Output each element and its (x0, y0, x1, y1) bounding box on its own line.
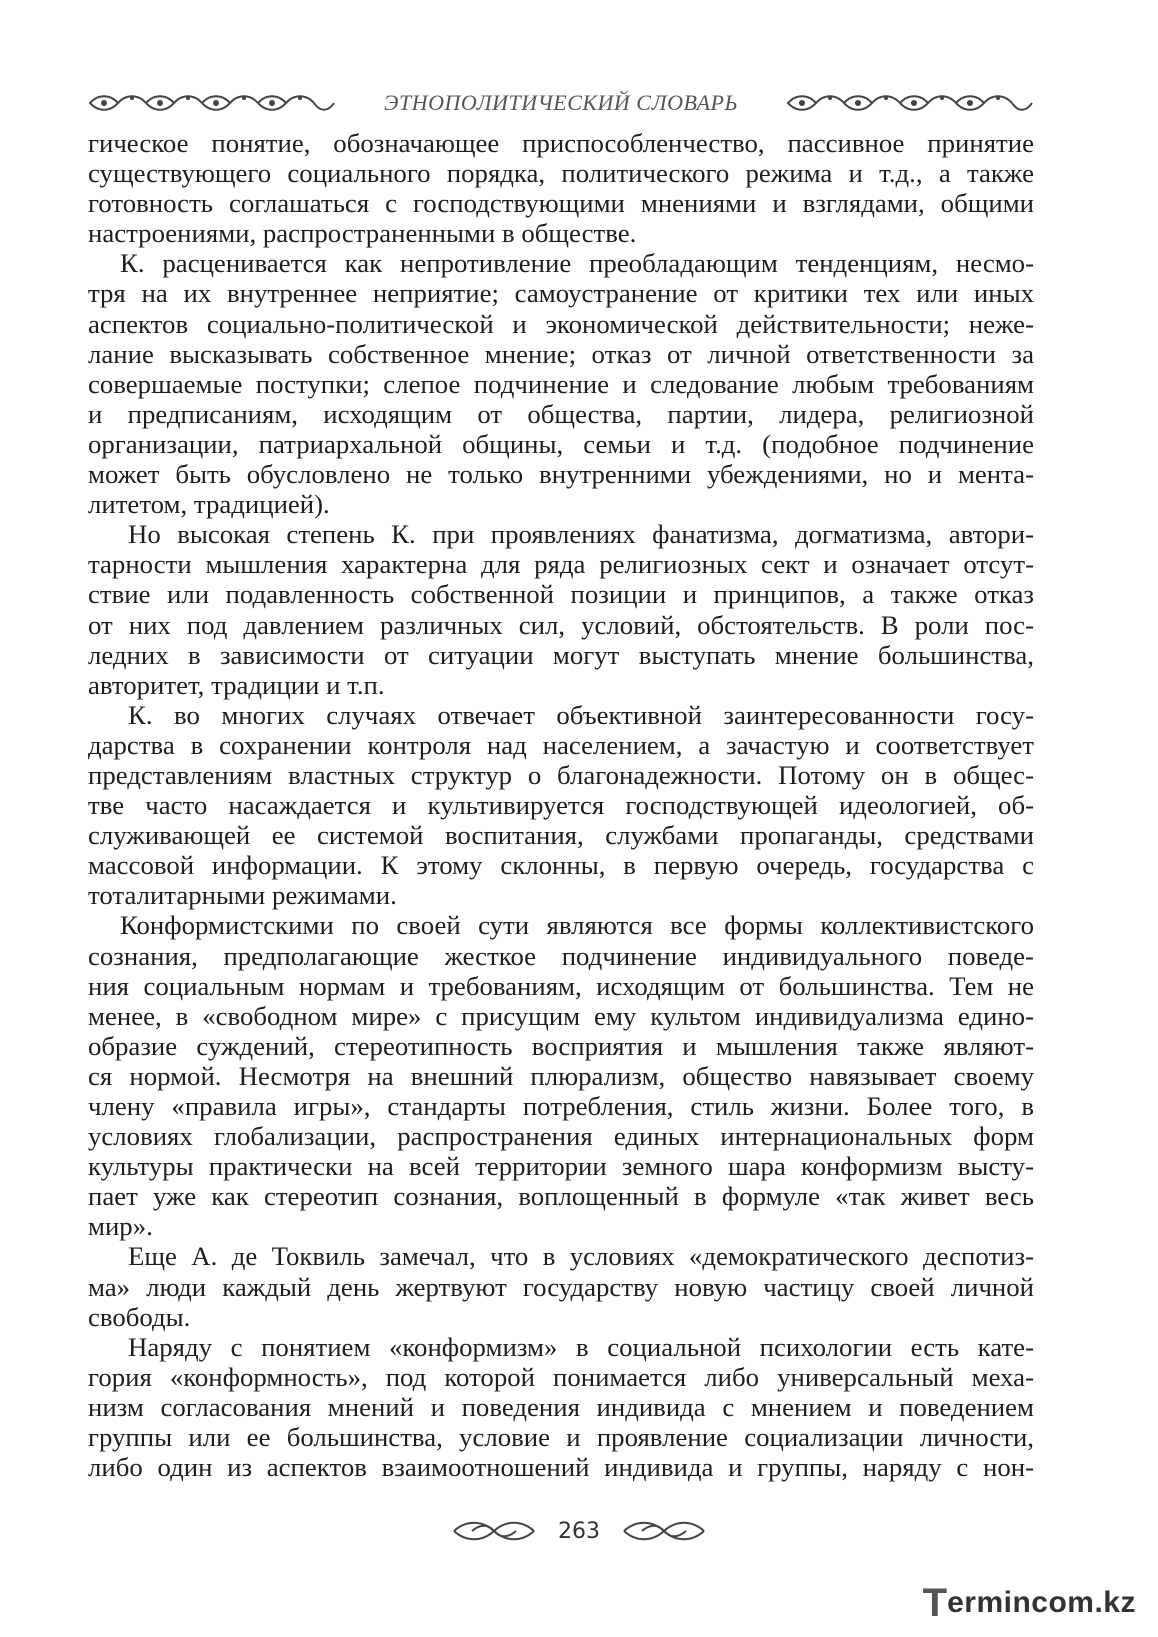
text-line: тве часто насаждается и культивируется господствующей идеологией, об- (88, 790, 1034, 821)
termincom-logo-icon (923, 1583, 1136, 1623)
flourish-icon (452, 1518, 536, 1544)
header-title: ЭТНОПОЛИТИЧЕСКИЙ СЛОВАРЬ (384, 90, 738, 115)
text-line: дарства в сохранении контроля над населением, а зачастую и соответствует (88, 729, 1034, 760)
text-line: менее, в «свободном мире» с присущим ему культом индивидуализма едино- (88, 1000, 1034, 1031)
text-line: низм согласования мнений и поведения индивида с мнением и поведением (88, 1391, 1034, 1422)
text-line: Еще А. де Токвиль замечал, что в условиях «демократического деспотиз- (128, 1241, 1034, 1272)
paragraph (88, 519, 1034, 700)
text-line: мир». (88, 1211, 153, 1242)
text-line: культуры практически на всей территории земного шара конформизм высту- (88, 1151, 1034, 1182)
text-line: от них под давлением различных сил, условий, обстоятельств. В роли пос- (88, 609, 1034, 640)
paragraph (88, 1332, 1034, 1482)
text-line: организации, патриархальной общины, семьи и т.д. (подобное подчинение (88, 428, 1034, 459)
text-line: представлениям властных структур о благонадежности. Потому он в общес- (88, 759, 1034, 790)
text-line: существующего социального порядка, политического режима и т.д., а также (88, 158, 1034, 189)
text-line: образие суждений, стереотипность восприятия и мышления также являют- (88, 1030, 1034, 1061)
text-line: Конформистскими по своей сути являются все формы коллективистского (120, 910, 1034, 941)
body-text (88, 128, 1034, 1482)
text-line: может быть обусловлено не только внутренними убеждениями, но и мента- (88, 459, 1034, 490)
text-line: авторитет, традиции и т.п. (88, 669, 385, 700)
text-line: К. расценивается как непротивление преобладающим тенденциям, несмо- (120, 248, 1034, 279)
text-line: сознания, предполагающие жесткое подчинение индивидуального поведе- (88, 940, 1034, 971)
text-line: либо один из аспектов взаимоотношений индивида и группы, наряду с нон- (88, 1452, 1034, 1483)
text-line: служивающей ее системой воспитания, службами пропаганды, средствами (88, 820, 1034, 851)
watermark-mark: T (922, 1581, 948, 1625)
text-line: тарности мышления характерна для ряда религиозных сект и означает отсут- (88, 549, 1034, 580)
paragraph (88, 700, 1034, 911)
text-line: гория «конформность», под которой понимается либо универсальный меха- (88, 1361, 1034, 1392)
text-line: свободы. (88, 1301, 191, 1332)
ornament-border-icon (786, 92, 1034, 114)
paragraph (88, 248, 1034, 519)
text-line: литетом, традицией). (88, 489, 330, 520)
ornament-border-icon (88, 92, 336, 114)
text-line: члену «правила игры», стандарты потребления, стиль жизни. Более того, в (88, 1091, 1034, 1121)
text-line: группы или ее большинства, условие и проявление социализации личности, (88, 1422, 1034, 1453)
text-line: аспектов социально-политической и экономической действительности; неже- (88, 308, 1034, 339)
flourish-icon (622, 1518, 706, 1544)
text-line: ледних в зависимости от ситуации могут выступать мнение большинства, (88, 639, 1034, 670)
text-line: готовность соглашаться с господствующими мнениями и взглядами, общими (88, 188, 1034, 219)
text-line: и предписаниям, исходящим от общества, партии, лидера, религиозной (88, 398, 1034, 429)
text-line: Но высокая степень К. при проявлениях фанатизма, догматизма, автори- (128, 519, 1034, 550)
text-line: тря на их внутреннее неприятие; самоустранение от критики тех или иных (88, 278, 1034, 309)
text-line: ма» люди каждый день жертвуют государству новую частицу своей личной (88, 1271, 1034, 1302)
text-line: гическое понятие, обозначающее приспособленчество, пассивное принятие (88, 128, 1034, 158)
page-footer (0, 1513, 1158, 1549)
paragraph (88, 1241, 1034, 1331)
text-line: ния социальным нормам и требованиям, исходящим от большинства. Тем не (88, 970, 1034, 1001)
page-number: 263 (558, 1518, 600, 1544)
text-line: К. во многих случаях отвечает объективной заинтересованности госу- (128, 699, 1034, 730)
text-line: тоталитарными режимами. (88, 880, 397, 911)
text-line: настроениями, распространенными в обществе. (88, 218, 637, 249)
paragraph (88, 910, 1034, 1241)
paragraph (88, 128, 1034, 248)
text-line: Наряду с понятием «конформизм» в социальной психологии есть кате- (128, 1331, 1034, 1362)
text-line: условиях глобализации, распространения единых интернациональных форм (88, 1121, 1034, 1152)
watermark-text: ermincom.kz (947, 1586, 1136, 1619)
text-line: ся нормой. Несмотря на внешний плюрализм, общество навязывает своему (88, 1060, 1034, 1091)
text-line: пает уже как стереотип сознания, воплощенный в формуле «так живет весь (88, 1181, 1034, 1212)
text-line: совершаемые поступки; слепое подчинение и следование любым требованиям (88, 368, 1034, 399)
running-header (88, 88, 1034, 118)
text-line: массовой информации. К этому склонны, в первую очередь, государства с (88, 850, 1034, 881)
text-line: лание высказывать собственное мнение; отказ от личной ответственности за (88, 338, 1034, 369)
text-line: ствие или подавленность собственной позиции и принципов, а также отказ (88, 579, 1034, 610)
